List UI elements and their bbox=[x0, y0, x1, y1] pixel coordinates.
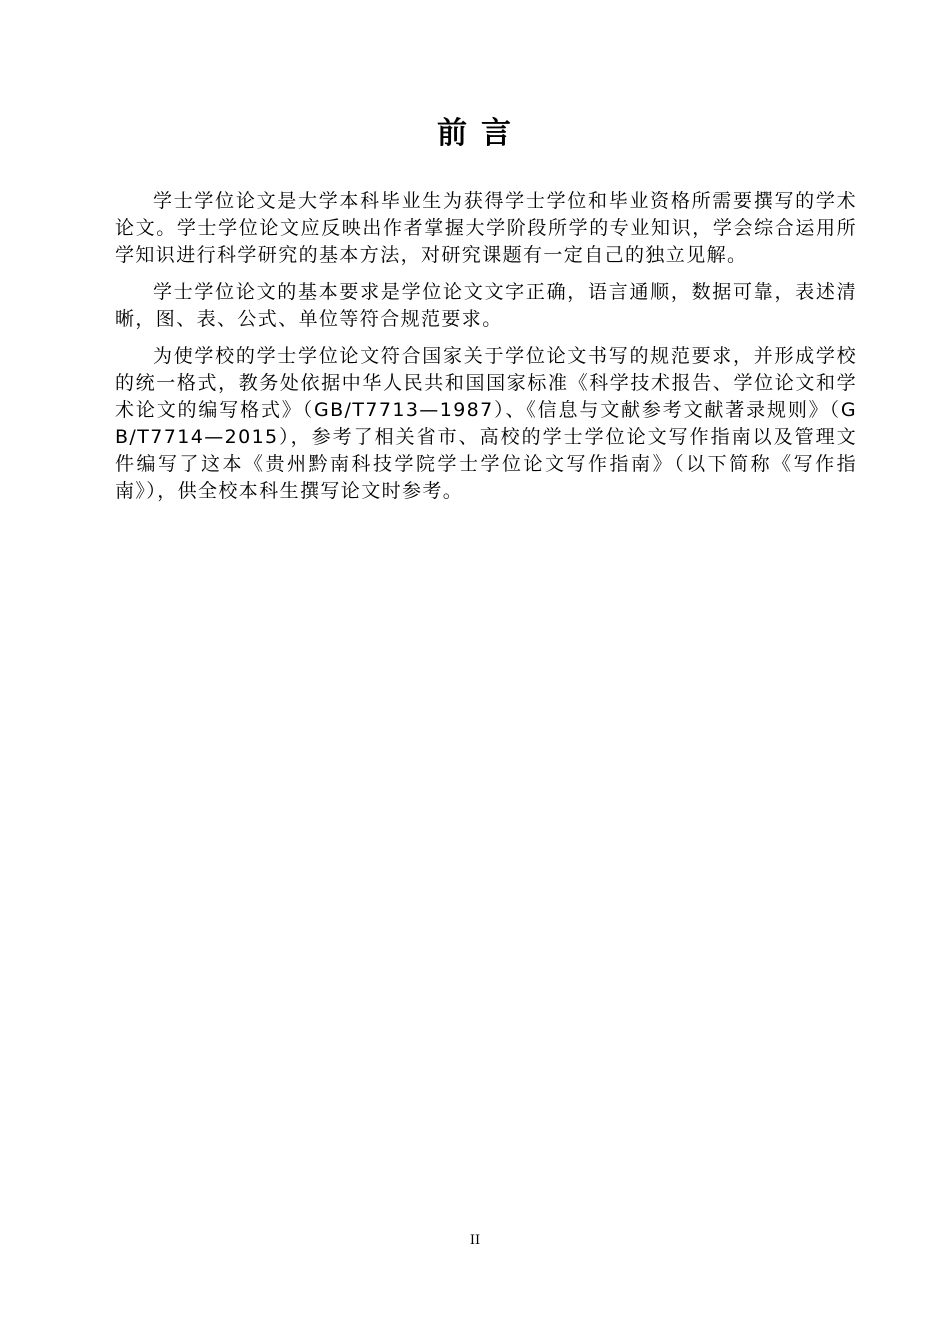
paragraph-requirements: 学士学位论文的基本要求是学位论文文字正确，语言通顺，数据可靠，表述清晰，图、表、公式、单位等符合规范要求。 bbox=[115, 281, 857, 330]
page-number: II bbox=[469, 1233, 481, 1248]
preface-body bbox=[115, 188, 857, 515]
paragraph-purpose: 为使学校的学士学位论文符合国家关于学位论文书写的规范要求，并形成学校的统一格式，教务处依据中华人民共和国国家标准《科学技术报告、学位论文和学术论文的编写格式》（GB/T7713—1987）、《信息与文献参考文献著录规则》（GB/T7714—2015），参考了相关省市、高校的学士学位论文写作指南以及管理文件编写了这本《贵州黔南科技学院学士学位论文写作指南》（以下简称《写作指南》），供全校本科生撰写论文时参考。 bbox=[115, 345, 857, 502]
paragraph-definition: 学士学位论文是大学本科毕业生为获得学士学位和毕业资格所需要撰写的学术论文。学士学位论文应反映出作者掌握大学阶段所学的专业知识，学会综合运用所学知识进行科学研究的基本方法，对研究课题有一定自己的独立见解。 bbox=[115, 190, 857, 266]
page-title: 前言 bbox=[437, 116, 525, 151]
